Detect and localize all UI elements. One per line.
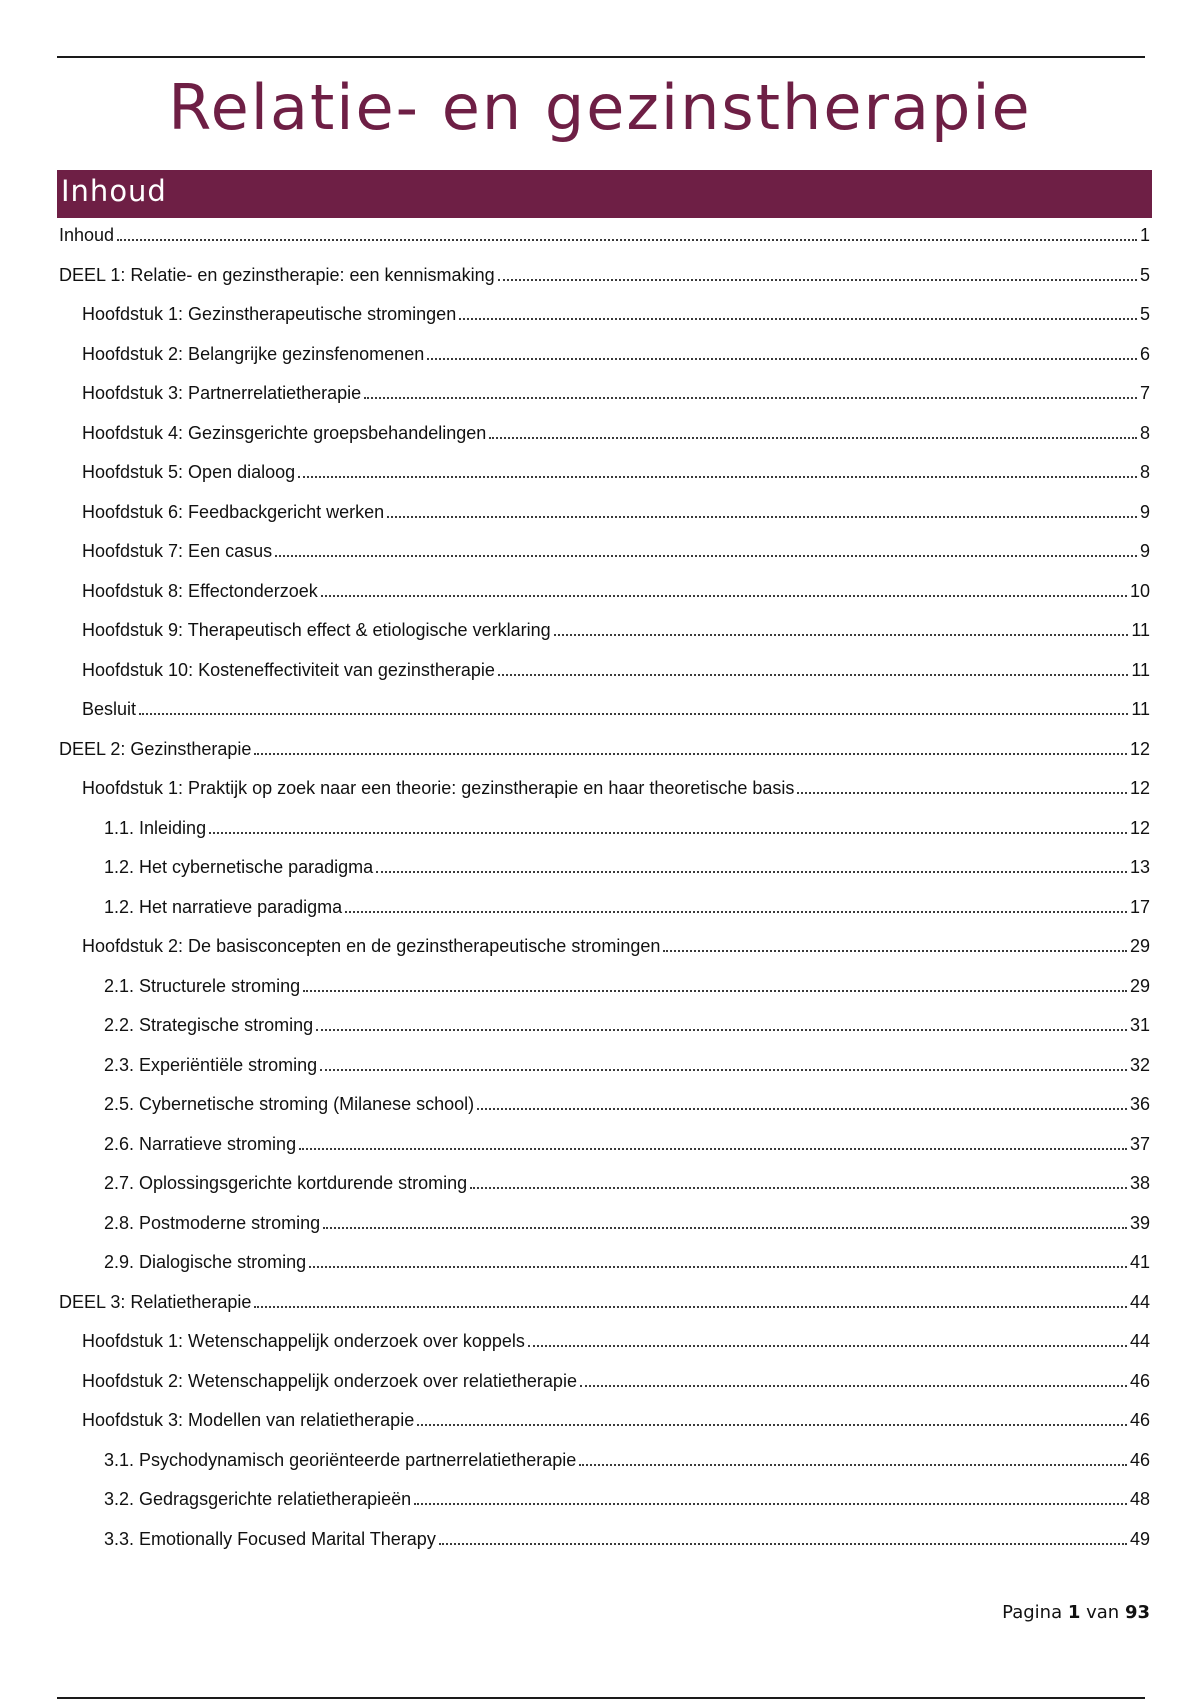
total-page-count: 93: [1124, 1602, 1150, 1623]
toc-leader-dots: [320, 1069, 1127, 1071]
toc-entry[interactable]: [104, 1524, 1150, 1550]
toc-entry-page: 17: [1129, 897, 1150, 917]
toc-entry[interactable]: [82, 576, 1150, 602]
toc-leader-dots: [554, 634, 1129, 636]
page-separator: van: [1086, 1602, 1120, 1623]
toc-entry-text: Hoofdstuk 1: Praktijk op zoek naar een theorie: gezinstherapie en haar theoretische basis: [82, 778, 795, 798]
toc-entry-page: 46: [1129, 1371, 1150, 1391]
toc-entry-text: Hoofdstuk 8: Effectonderzoek: [82, 581, 318, 601]
toc-entry[interactable]: [82, 931, 1150, 957]
toc-leader-dots: [498, 674, 1128, 676]
toc-entry[interactable]: [82, 378, 1150, 404]
toc-leader-dots: [498, 279, 1137, 281]
toc-heading: Inhoud: [61, 174, 167, 208]
toc-leader-dots: [323, 1227, 1127, 1229]
toc-leader-dots: [298, 476, 1137, 478]
toc-entry[interactable]: [82, 457, 1150, 483]
toc-entry-page: 48: [1129, 1489, 1150, 1509]
toc-entry-page: 12: [1129, 778, 1150, 798]
toc-leader-dots: [139, 713, 1128, 715]
toc-entry-page: 12: [1129, 739, 1150, 759]
toc-entry-page: 49: [1129, 1529, 1150, 1549]
toc-entry-page: 5: [1139, 304, 1150, 324]
toc-leader-dots: [439, 1543, 1127, 1545]
toc-entry[interactable]: [59, 220, 1150, 246]
toc-entry-page: 10: [1129, 581, 1150, 601]
toc-entry-page: 32: [1129, 1055, 1150, 1075]
toc-entry-page: 31: [1129, 1015, 1150, 1035]
toc-leader-dots: [209, 832, 1127, 834]
toc-entry-page: 36: [1129, 1094, 1150, 1114]
toc-entry-text: 2.2. Strategische stroming: [104, 1015, 314, 1035]
toc-leader-dots: [580, 1385, 1127, 1387]
toc-entry-page: 8: [1139, 462, 1150, 482]
toc-entry-page: 11: [1131, 699, 1150, 719]
toc-entry-page: 37: [1129, 1134, 1150, 1154]
toc-leader-dots: [579, 1464, 1127, 1466]
toc-entry-page: 11: [1131, 620, 1150, 640]
toc-entry-text: Hoofdstuk 10: Kosteneffectiviteit van gezinstherapie: [82, 660, 495, 680]
toc-entry[interactable]: [104, 1208, 1150, 1234]
toc-entry-page: 12: [1129, 818, 1150, 838]
toc-entry-text: Hoofdstuk 9: Therapeutisch effect & etiologische verklaring: [82, 620, 551, 640]
toc-leader-dots: [303, 990, 1127, 992]
toc-entry-text: Hoofdstuk 6: Feedbackgericht werken: [82, 502, 385, 522]
toc-entry-text: 2.1. Structurele stroming: [104, 976, 301, 996]
toc-leader-dots: [414, 1503, 1127, 1505]
toc-entry[interactable]: [82, 1405, 1150, 1431]
toc-leader-dots: [376, 871, 1127, 873]
toc-entry-page: 11: [1131, 660, 1150, 680]
toc-entry[interactable]: [104, 1484, 1150, 1510]
toc-leader-dots: [470, 1187, 1127, 1189]
toc-entry-text: 2.5. Cybernetische stroming (Milanese school): [104, 1094, 475, 1114]
toc-entry-text: 3.1. Psychodynamisch georiënteerde partnerrelatietherapie: [104, 1450, 577, 1470]
toc-entry-text: Hoofdstuk 7: Een casus: [82, 541, 273, 561]
toc-entry-text: Hoofdstuk 1: Wetenschappelijk onderzoek over koppels: [82, 1331, 525, 1351]
toc-entry[interactable]: [104, 813, 1150, 839]
toc-entry-text: 2.9. Dialogische stroming: [104, 1252, 307, 1272]
toc-entry-page: 46: [1129, 1410, 1150, 1430]
toc-entry-text: Hoofdstuk 2: De basisconcepten en de gezinstherapeutische stromingen: [82, 936, 661, 956]
toc-entry[interactable]: [82, 1326, 1150, 1352]
toc-entry[interactable]: [82, 339, 1150, 365]
toc-leader-dots: [797, 792, 1127, 794]
page-number-footer: [1002, 1602, 1150, 1623]
toc-leader-dots: [321, 595, 1127, 597]
toc-leader-dots: [528, 1345, 1127, 1347]
toc-entry-text: 2.8. Postmoderne stroming: [104, 1213, 321, 1233]
toc-entry-text: Hoofdstuk 1: Gezinstherapeutische stromingen: [82, 304, 457, 324]
toc-entry-text: DEEL 1: Relatie- en gezinstherapie: een kennismaking: [59, 265, 495, 285]
toc-heading-banner: [57, 170, 1152, 218]
toc-entry[interactable]: [82, 418, 1150, 444]
toc-entry-page: 8: [1139, 423, 1150, 443]
toc-entry-text: 1.2. Het cybernetische paradigma: [104, 857, 374, 877]
toc-entry-page: 5: [1139, 265, 1150, 285]
toc-entry[interactable]: [104, 892, 1150, 918]
toc-entry[interactable]: [104, 1168, 1150, 1194]
toc-leader-dots: [275, 555, 1137, 557]
toc-entry-text: 2.7. Oplossingsgerichte kortdurende stroming: [104, 1173, 468, 1193]
page-label: Pagina: [1002, 1602, 1063, 1623]
toc-leader-dots: [477, 1108, 1127, 1110]
toc-leader-dots: [345, 911, 1127, 913]
toc-entry-text: 1.1. Inleiding: [104, 818, 207, 838]
toc-leader-dots: [387, 516, 1137, 518]
toc-entry-page: 41: [1129, 1252, 1150, 1272]
top-rule: [57, 56, 1145, 58]
toc-entry[interactable]: [82, 299, 1150, 325]
toc-entry[interactable]: [82, 536, 1150, 562]
toc-entry[interactable]: [104, 1010, 1150, 1036]
toc-leader-dots: [459, 318, 1137, 320]
toc-leader-dots: [316, 1029, 1127, 1031]
toc-leader-dots: [663, 950, 1127, 952]
toc-leader-dots: [117, 239, 1137, 241]
toc-entry-page: 44: [1129, 1331, 1150, 1351]
toc-entry-page: 1: [1139, 225, 1150, 245]
toc-entry-text: DEEL 3: Relatietherapie: [59, 1292, 252, 1312]
toc-leader-dots: [254, 1306, 1127, 1308]
toc-entry-page: 9: [1139, 502, 1150, 522]
toc-entry[interactable]: [104, 1445, 1150, 1471]
toc-entry-page: 7: [1139, 383, 1150, 403]
toc-leader-dots: [254, 753, 1127, 755]
toc-entry-text: 2.6. Narratieve stroming: [104, 1134, 297, 1154]
toc-entry-page: 13: [1129, 857, 1150, 877]
toc-leader-dots: [364, 397, 1137, 399]
toc-entry-text: Besluit: [82, 699, 137, 719]
toc-entry-text: Hoofdstuk 5: Open dialoog: [82, 462, 296, 482]
toc-entry[interactable]: [104, 1089, 1150, 1115]
bottom-rule: [57, 1697, 1145, 1699]
toc-entry-text: 2.3. Experiëntiële stroming: [104, 1055, 318, 1075]
toc-leader-dots: [309, 1266, 1127, 1268]
toc-entry[interactable]: [82, 497, 1150, 523]
toc-entry[interactable]: [59, 1287, 1150, 1313]
toc-entry[interactable]: [82, 773, 1150, 799]
toc-leader-dots: [299, 1148, 1127, 1150]
toc-entry-page: 6: [1139, 344, 1150, 364]
toc-entry[interactable]: [104, 1247, 1150, 1273]
toc-entry-text: 3.3. Emotionally Focused Marital Therapy: [104, 1529, 436, 1549]
toc-entry-text: Hoofdstuk 2: Wetenschappelijk onderzoek over relatietherapie: [82, 1371, 577, 1391]
toc-entry[interactable]: [82, 615, 1150, 641]
toc-entry-page: 9: [1139, 541, 1150, 561]
toc-entry-text: 1.2. Het narratieve paradigma: [104, 897, 343, 917]
document-title: Relatie- en gezinstherapie: [168, 71, 1032, 144]
current-page-number: 1: [1067, 1602, 1081, 1623]
toc-entry-page: 39: [1129, 1213, 1150, 1233]
toc-entry-text: Hoofdstuk 2: Belangrijke gezinsfenomenen: [82, 344, 425, 364]
toc-entry[interactable]: [59, 734, 1150, 760]
toc-entry-page: 29: [1129, 976, 1150, 996]
toc-entry[interactable]: [82, 694, 1150, 720]
toc-entry-text: DEEL 2: Gezinstherapie: [59, 739, 252, 759]
toc-entry[interactable]: [104, 1129, 1150, 1155]
toc-entry-text: Hoofdstuk 3: Partnerrelatietherapie: [82, 383, 362, 403]
toc-entry[interactable]: [59, 260, 1150, 286]
toc-entry-text: Hoofdstuk 4: Gezinsgerichte groepsbehandelingen: [82, 423, 487, 443]
toc-leader-dots: [489, 437, 1137, 439]
toc-entry[interactable]: [82, 655, 1150, 681]
toc-entry-page: 38: [1129, 1173, 1150, 1193]
toc-entry-text: 3.2. Gedragsgerichte relatietherapieën: [104, 1489, 412, 1509]
toc-entry[interactable]: [82, 1366, 1150, 1392]
toc-leader-dots: [417, 1424, 1127, 1426]
toc-entry[interactable]: [104, 852, 1150, 878]
toc-leader-dots: [427, 358, 1137, 360]
toc-entry-page: 46: [1129, 1450, 1150, 1470]
toc-entry[interactable]: [104, 1050, 1150, 1076]
toc-entry-text: Inhoud: [59, 225, 115, 245]
toc-entry[interactable]: [104, 971, 1150, 997]
toc-entry-text: Hoofdstuk 3: Modellen van relatietherapie: [82, 1410, 415, 1430]
toc-entry-page: 44: [1129, 1292, 1150, 1312]
toc-entry-page: 29: [1129, 936, 1150, 956]
